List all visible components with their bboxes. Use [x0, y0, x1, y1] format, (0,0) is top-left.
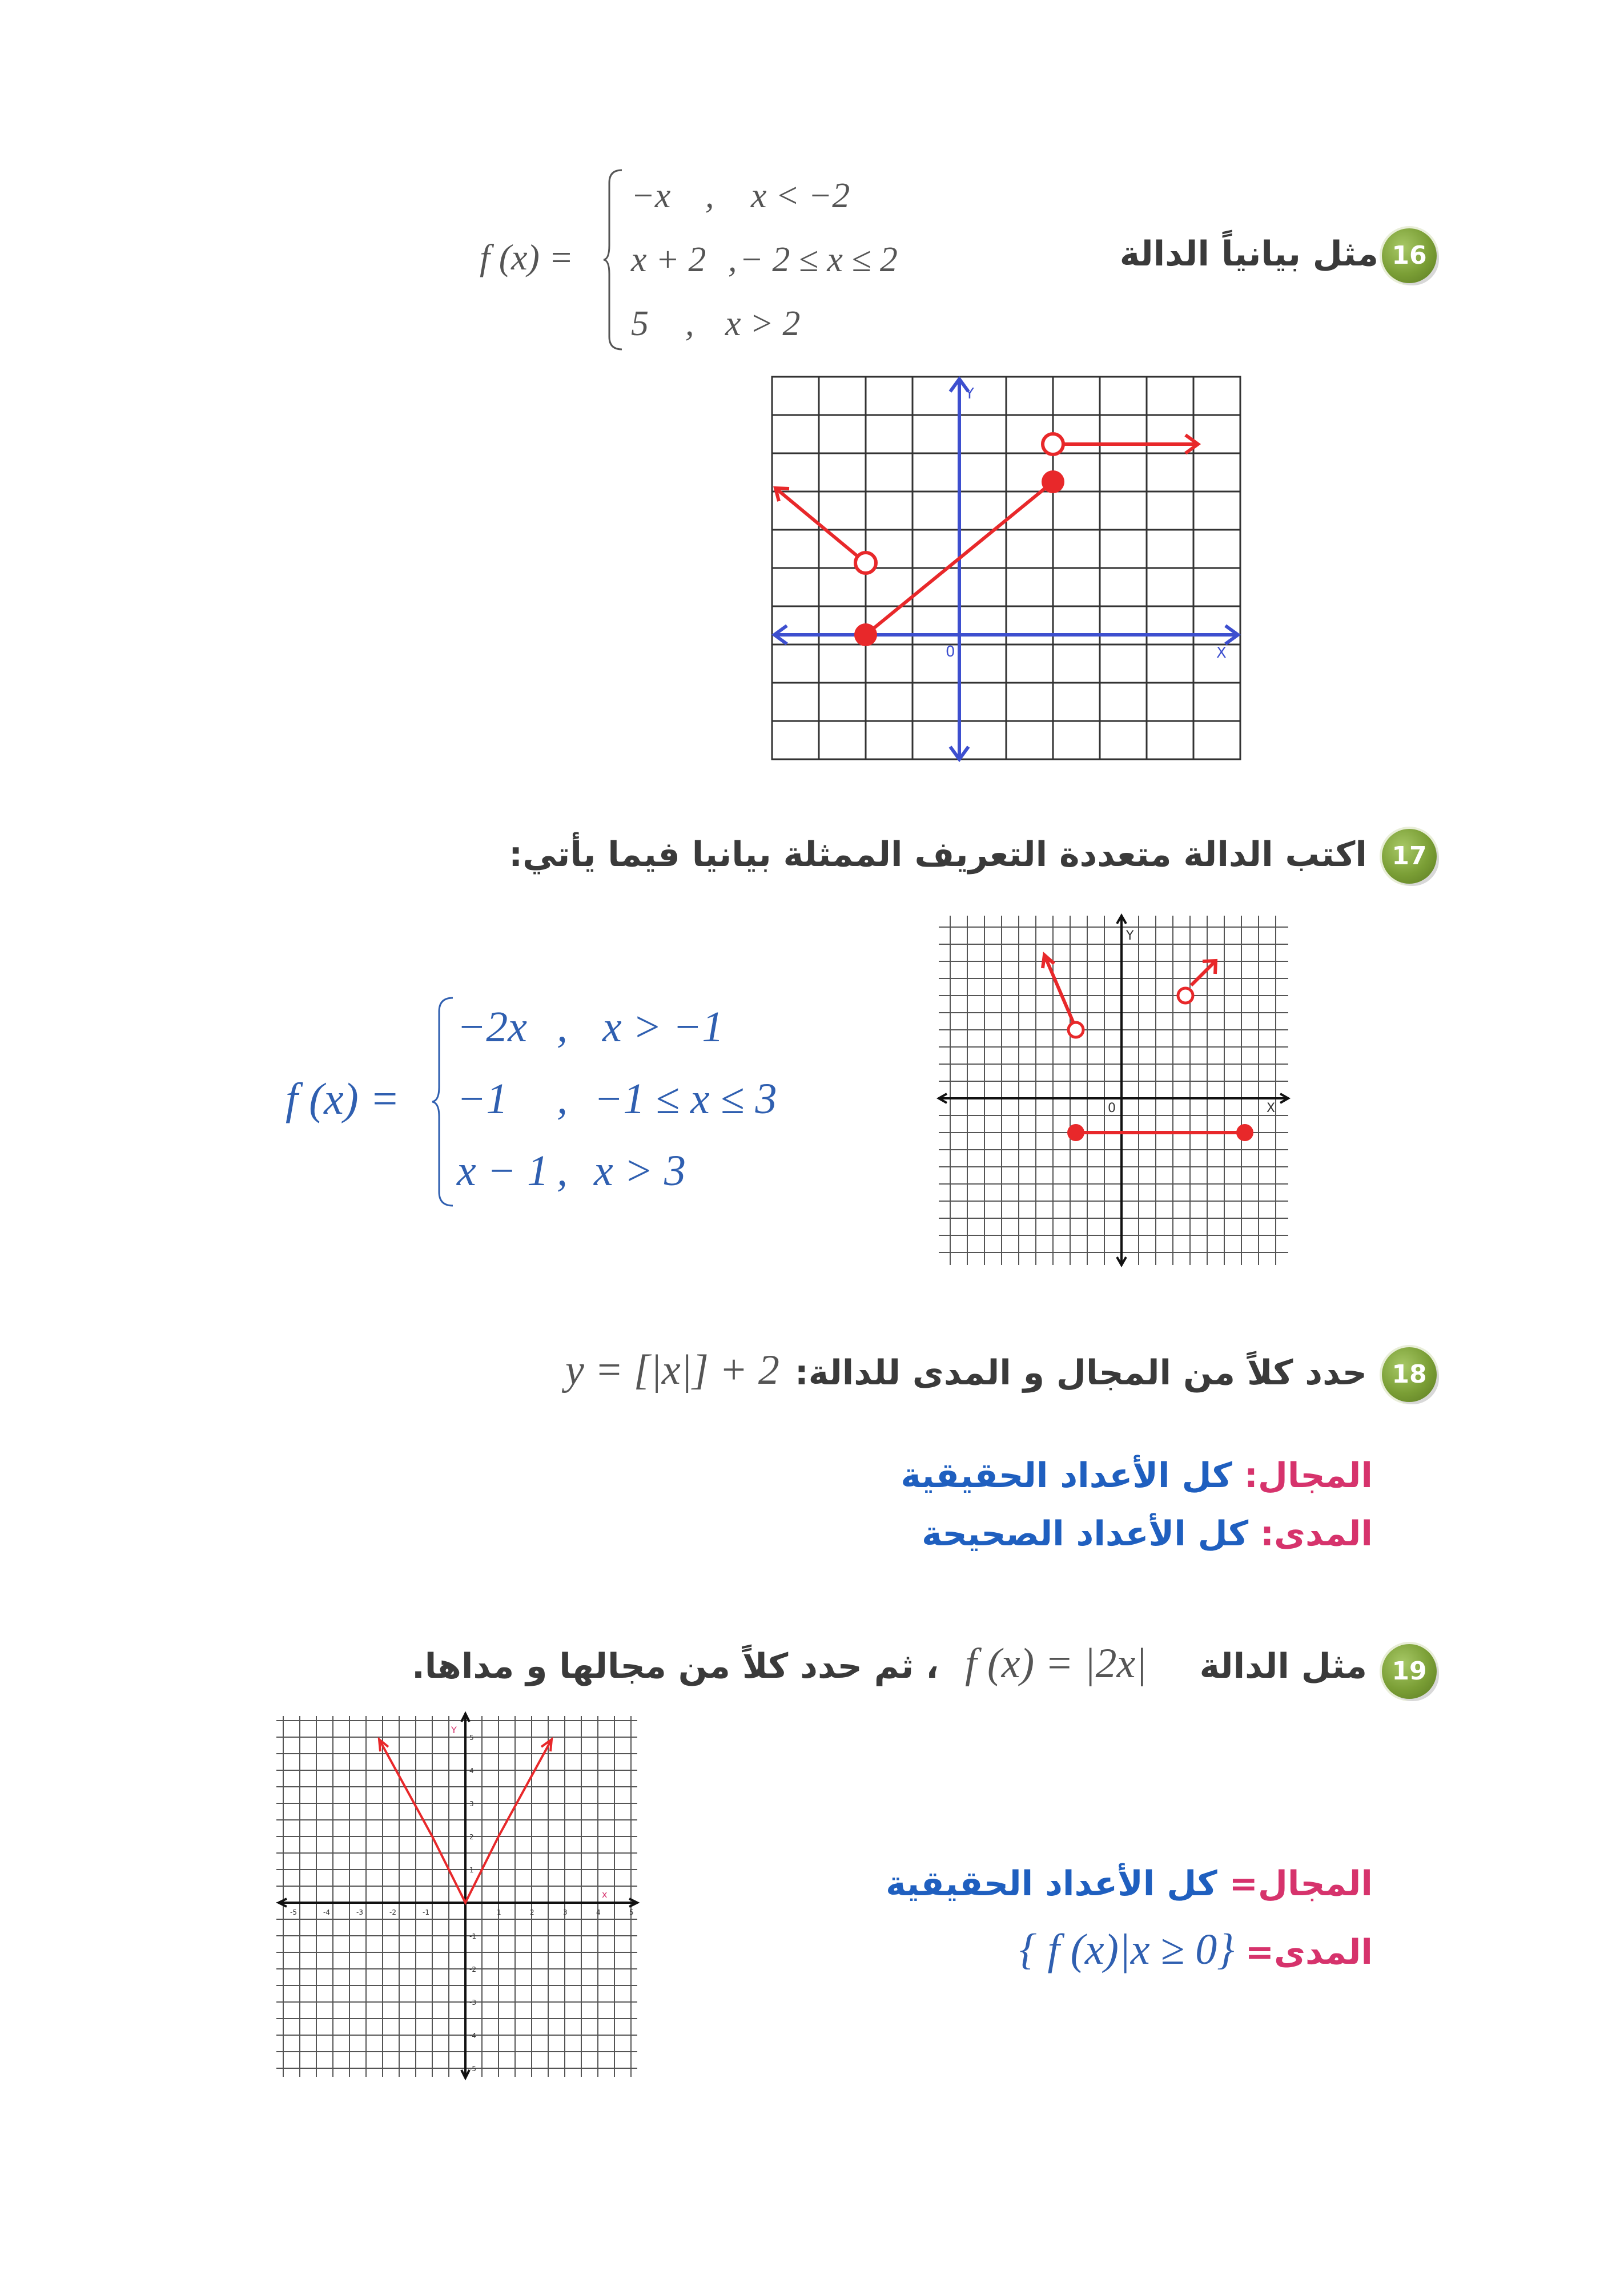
- y-axis-label: Y: [965, 385, 974, 402]
- q19-graph: [274, 1707, 645, 2084]
- graph-curves: [775, 435, 1198, 635]
- case-cond: x < −2: [751, 176, 850, 215]
- x-tick-label: -1: [423, 1908, 429, 1916]
- range-answer: [1019, 1925, 1373, 1975]
- y-tick-label: -3: [469, 1999, 476, 2007]
- y-tick-label: 2: [469, 1833, 474, 1841]
- case-cond: − 2 ≤ x ≤ 2: [739, 240, 898, 279]
- question-prompt: حدد كلاً من المجال و المدى للدالة:: [794, 1353, 1367, 1393]
- x-tick-label: 5: [629, 1908, 634, 1916]
- domain-label: المجال=: [1229, 1864, 1373, 1904]
- x-axis-label: X: [1216, 645, 1227, 662]
- range-value: { f (x)|x ≥ 0}: [1019, 1926, 1235, 1973]
- x-tick-labels: [290, 1908, 634, 1916]
- range-label: المدى=: [1245, 1932, 1373, 1972]
- origin-label: 0: [946, 643, 955, 660]
- range-value: كل الأعداد الصحيحة: [922, 1514, 1249, 1554]
- closed-endpoint: [1236, 1124, 1253, 1141]
- axes: [939, 916, 1288, 1265]
- origin-label: 0: [1108, 1101, 1116, 1115]
- q16-graph: [765, 371, 1245, 765]
- y-tick-label: 5: [469, 1734, 474, 1742]
- domain-answer: [886, 1864, 1373, 1904]
- y-tick-label: 3: [469, 1800, 474, 1808]
- q17-graph: [936, 913, 1291, 1267]
- brace: [602, 166, 625, 354]
- open-endpoint: [1043, 434, 1063, 454]
- question-prompt: اكتب الدالة متعددة التعريف الممثلة بيانيا فيما يأتي:: [509, 835, 1367, 875]
- piecewise-function: [480, 166, 994, 354]
- question-number-badge: 16: [1382, 228, 1437, 283]
- comma: ,: [685, 304, 694, 343]
- case-expr: −2x: [457, 1003, 528, 1051]
- case-expr: −1: [457, 1075, 508, 1123]
- function-name: f (x) =: [286, 1074, 400, 1123]
- question-prompt: مثل الدالة: [1199, 1646, 1367, 1686]
- x-axis-label: X: [1267, 1101, 1276, 1115]
- function-name: f (x) =: [480, 237, 573, 277]
- x-tick-label: -4: [323, 1908, 330, 1916]
- grid: [772, 377, 1240, 759]
- comma: ,: [705, 176, 714, 215]
- formula: y = [|x|] + 2: [565, 1347, 779, 1393]
- case-cond: x > −1: [602, 1003, 724, 1051]
- question-prompt-end: ، ثم حدد كلاً من مجالها و مداها.: [411, 1646, 939, 1686]
- case-expr: 5: [631, 304, 649, 343]
- range-answer: [922, 1514, 1373, 1554]
- x-tick-label: -3: [356, 1908, 363, 1916]
- case-cond: −1 ≤ x ≤ 3: [594, 1075, 777, 1123]
- question-number-badge: 18: [1382, 1347, 1437, 1402]
- piecewise-function: [286, 993, 834, 1210]
- x-tick-label: 4: [596, 1908, 601, 1916]
- x-tick-label: 3: [563, 1908, 568, 1916]
- case-expr: x − 1: [457, 1147, 549, 1195]
- question-number-badge: 17: [1382, 829, 1437, 884]
- domain-label: المجال:: [1244, 1456, 1373, 1496]
- y-tick-label: -5: [469, 2065, 476, 2073]
- y-tick-label: 1: [469, 1866, 474, 1874]
- open-endpoint: [1068, 1022, 1083, 1037]
- graph-curves: [1043, 955, 1245, 1133]
- y-tick-label: -2: [469, 1965, 476, 1973]
- x-tick-label: 1: [497, 1908, 501, 1916]
- brace: [431, 993, 456, 1210]
- closed-endpoint: [1042, 470, 1064, 493]
- domain-value: كل الأعداد الحقيقية: [886, 1864, 1217, 1904]
- open-endpoint: [855, 553, 876, 573]
- domain-answer: [901, 1456, 1373, 1496]
- range-label: المدى:: [1260, 1514, 1373, 1554]
- x-tick-label: -5: [290, 1908, 297, 1916]
- x-tick-label: -2: [389, 1908, 396, 1916]
- formula: f (x) = |2x|: [965, 1640, 1147, 1687]
- case-cond: x > 3: [594, 1147, 686, 1195]
- comma: ,: [728, 240, 737, 279]
- comma: ,: [557, 1075, 568, 1123]
- y-tick-label: -4: [469, 2032, 476, 2040]
- grid: [939, 916, 1288, 1265]
- question-number-badge: 19: [1382, 1644, 1437, 1699]
- case-expr: −x: [631, 176, 671, 215]
- x-tick-label: 2: [530, 1908, 534, 1916]
- domain-value: كل الأعداد الحقيقية: [901, 1456, 1232, 1496]
- question-prompt: مثل بيانياً الدالة: [1119, 234, 1378, 274]
- grid: [276, 1716, 637, 2077]
- case-expr: x + 2: [631, 240, 706, 279]
- closed-endpoint: [1067, 1124, 1084, 1141]
- case-cond: x > 2: [725, 304, 801, 343]
- y-tick-label: -1: [469, 1932, 476, 1940]
- x-axis-label: x: [602, 1889, 608, 1900]
- comma: ,: [557, 1147, 568, 1195]
- open-endpoint: [1178, 988, 1193, 1003]
- y-tick-label: 4: [469, 1767, 474, 1775]
- closed-endpoint: [854, 623, 877, 646]
- y-axis-label: Y: [1126, 929, 1134, 943]
- comma: ,: [557, 1003, 568, 1051]
- y-axis-label: Y: [451, 1725, 457, 1735]
